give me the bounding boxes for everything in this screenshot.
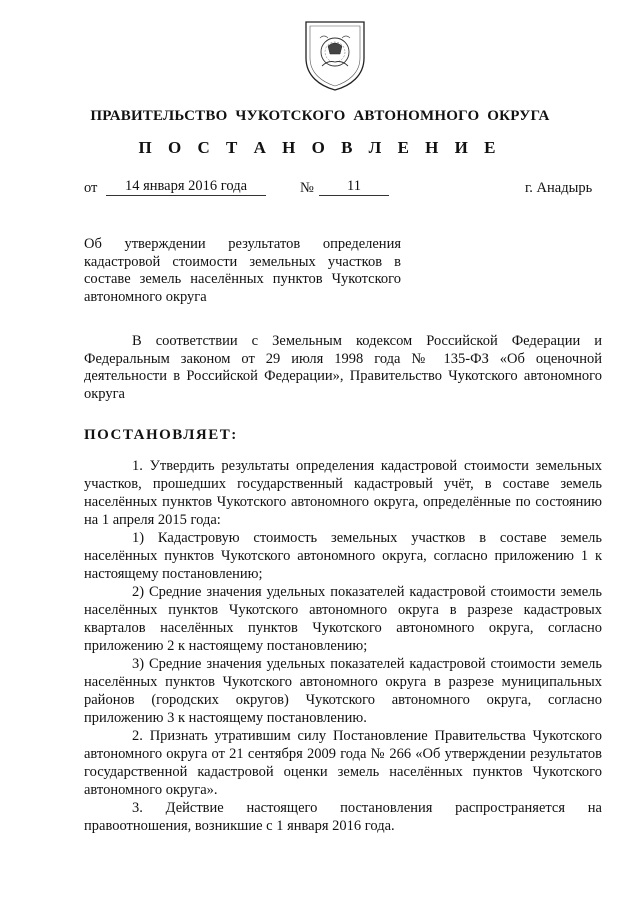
clause-paragraph: 1. Утвердить результаты определения кадастровой стоимости земельных участков, прошедших государственный кадастровый учёт, в составе земель населённых пунктов Чукотского автономного округа, определённые по состоянию на 1 апреля 2015 года: (84, 458, 602, 528)
decree-body (84, 457, 602, 835)
resolves-heading: ПОСТАНОВЛЯЕТ: (84, 427, 238, 443)
date-number-row (0, 178, 640, 202)
clause-paragraph: 1) Кадастровую стоимость земельных участков в составе земель населённых пунктов Чукотского автономного округа, согласно приложению 1 к настоящему постановлению; (84, 530, 602, 582)
preamble-paragraph: В соответствии с Земельным кодексом Российской Федерации и Федеральным законом от 29 июля 1998 года № 135-ФЗ «Об оценочной деятельности в Российской Федерации», Правительство Чукотского автономного округа (84, 333, 602, 402)
clause-paragraph: 3) Средние значения удельных показателей кадастровой стоимости земель населённых пунктов Чукотского автономного округа в разрезе муниципальных районов (городских округов) Чукотского автономного округа, согласно приложению 3 к настоящему постановлению. (84, 656, 602, 726)
coat-of-arms-icon (300, 16, 370, 92)
city-label: г. Анадырь (525, 180, 593, 196)
government-title: ПРАВИТЕЛЬСТВО ЧУКОТСКОГО АВТОНОМНОГО ОКРУГА (90, 108, 550, 124)
clause-paragraph: 2) Средние значения удельных показателей кадастровой стоимости земель населённых пунктов Чукотского автономного округа в разрезе кадастровых кварталов населённых пунктов Чукотского автономного округа, согласно приложению 2 к настоящему постановлению; (84, 584, 602, 654)
document-number: 11 (319, 178, 389, 196)
clause-paragraph: 2. Признать утратившим силу Постановление Правительства Чукотского автономного округа от 21 сентября 2009 года № 266 «Об утверждении результатов государственной кадастровой оценки земель населённых пунктов Чукотского автономного округа». (84, 728, 602, 798)
clause-paragraph: 3. Действие настоящего постановления распространяется на правоотношения, возникшие с 1 января 2016 года. (84, 800, 602, 834)
document-type-title: П О С Т А Н О В Л Е Н И Е (138, 138, 502, 157)
document-date: 14 января 2016 года (106, 178, 266, 196)
document-subject: Об утверждении результатов определения кадастровой стоимости земельных участков в составе земель населённых пунктов Чукотского автономного округа (84, 236, 401, 305)
date-prefix: от (84, 180, 98, 196)
number-sign: № (300, 180, 314, 196)
